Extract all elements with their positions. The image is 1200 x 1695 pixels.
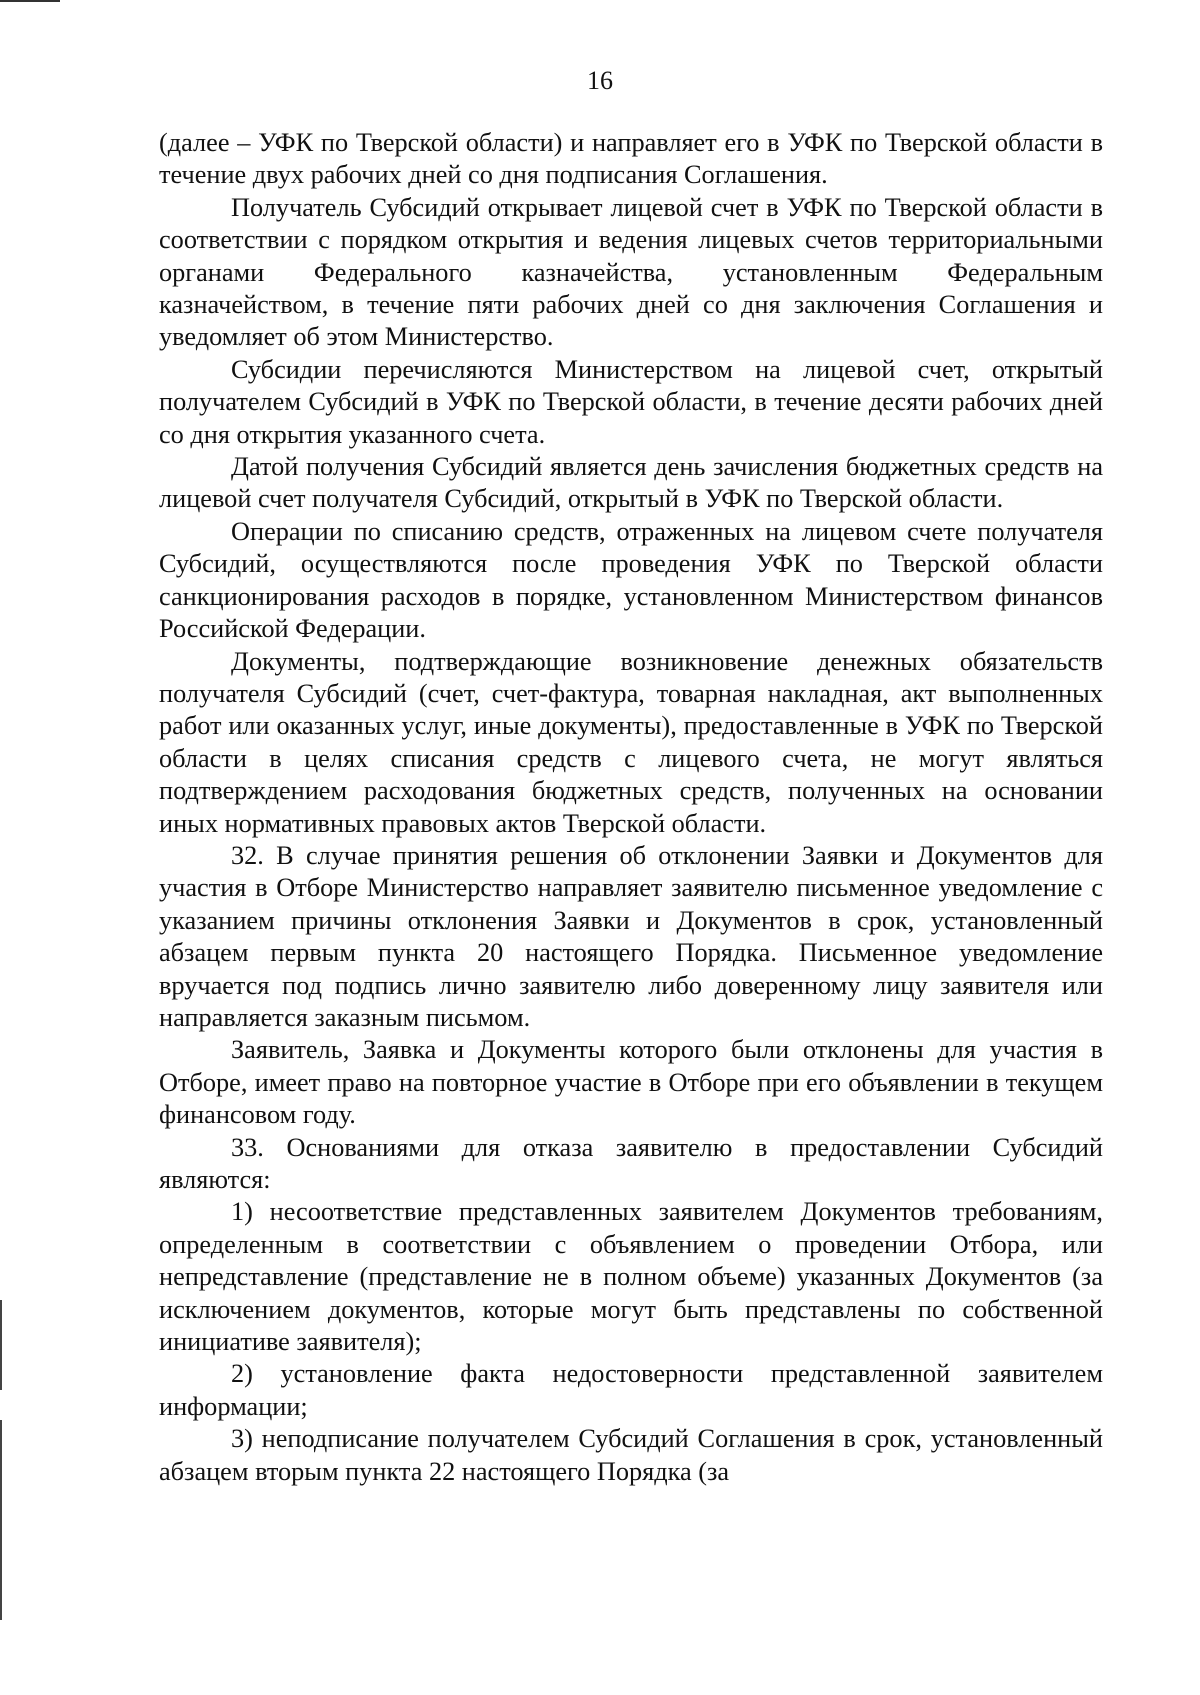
scan-edge-mark (0, 1420, 2, 1620)
paragraph: 33. Основаниями для отказа заявителю в предоставлении Субсидий являются: (159, 1132, 1103, 1194)
paragraph: Заявитель, Заявка и Документы которого были отклонены для участия в Отборе, имеет право на повторное участие в Отборе при его объявлении в текущем финансовом году. (159, 1035, 1103, 1130)
paragraph: Операции по списанию средств, отраженных на лицевом счете получателя Субсидий, осуществляются после проведения УФК по Тверской области санкционирования расходов в порядке, установленном Министерством финансов Российской Федерации. (159, 516, 1103, 644)
paragraph: Датой получения Субсидий является день зачисления бюджетных средств на лицевой счет получателя Субсидий, открытый в УФК по Тверской области. (159, 452, 1103, 514)
paragraph: 3) неподписание получателем Субсидий Соглашения в срок, установленный абзацем вторым пункта 22 настоящего Порядка (за (159, 1424, 1103, 1486)
paragraph: Получатель Субсидий открывает лицевой счет в УФК по Тверской области в соответствии с порядком открытия и ведения лицевых счетов территориальными органами Федерального казначейства, установленным Федеральным казначейством, в течение пяти рабочих дней со дня заключения Соглашения и уведомляет об этом Министерство. (159, 192, 1103, 352)
page-number: 16 (587, 66, 613, 95)
scan-mark (0, 0, 60, 2)
paragraph: Документы, подтверждающие возникновение денежных обязательств получателя Субсидий (счет, счет-фактура, товарная накладная, акт выполненных работ или оказанных услуг, иные документы), предоставленные в УФК по Тверской области в целях списания средств с лицевого счета, не могут являться подтверждением расходования бюджетных средств, полученных на основании иных нормативных правовых актов Тверской области. (159, 646, 1103, 838)
paragraph: 32. В случае принятия решения об отклонении Заявки и Документов для участия в Отборе Министерство направляет заявителю письменное уведомление с указанием причины отклонения Заявки и Документов в срок, установленный абзацем первым пункта 20 настоящего Порядка. Письменное уведомление вручается под подпись лично заявителю либо доверенному лицу заявителя или направляется заказным письмом. (159, 840, 1103, 1032)
paragraph: 2) установление факта недостоверности представленной заявителем информации; (159, 1359, 1103, 1421)
paragraph: Субсидии перечисляются Министерством на лицевой счет, открытый получателем Субсидий в УФК по Тверской области, в течение десяти рабочих дней со дня открытия указанного счета. (159, 354, 1103, 449)
document-body (159, 127, 1103, 1488)
paragraph: 1) несоответствие представленных заявителем Документов требованиям, определенным в соответствии с объявлением о проведении Отбора, или непредставление (представление не в полном объеме) указанных Документов (за исключением документов, которые могут быть представлены по собственной инициативе заявителя); (159, 1197, 1103, 1357)
scan-edge-mark (0, 1300, 2, 1390)
paragraph: (далее – УФК по Тверской области) и направляет его в УФК по Тверской области в течение двух рабочих дней со дня подписания Соглашения. (159, 128, 1103, 190)
